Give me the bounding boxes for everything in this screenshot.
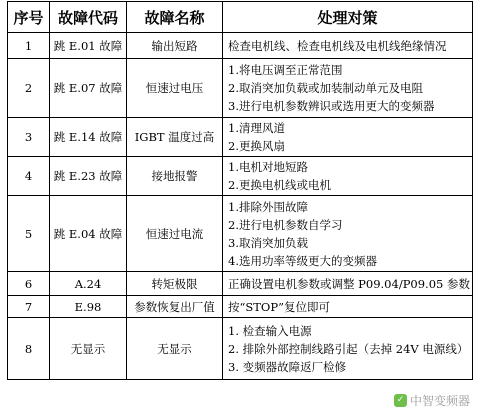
solution-line: 2.更换电机线或电机: [228, 178, 331, 192]
solution-cell: [223, 118, 473, 157]
header-no: 序号: [8, 2, 50, 33]
fault-code-cell: E.98: [50, 296, 127, 318]
row-number-cell: 1: [8, 33, 50, 59]
fault-code-cell: 跳 E.04 故障: [50, 196, 127, 272]
table-row: [8, 296, 473, 318]
fault-code-cell: 跳 E.14 故障: [50, 118, 127, 157]
table-row: [8, 59, 473, 118]
fault-table: [7, 1, 473, 380]
solution-cell: [223, 196, 473, 272]
fault-name-cell: 恒速过电流: [127, 196, 223, 272]
row-number-cell: 3: [8, 118, 50, 157]
table-body: [8, 33, 473, 380]
table-row: [8, 118, 473, 157]
solution-cell: [223, 296, 473, 318]
solution-line: 2.更换风扇: [228, 139, 285, 153]
header-code: 故障代码: [50, 2, 127, 33]
fault-code-cell: 跳 E.01 故障: [50, 33, 127, 59]
fault-name-cell: 转矩极限: [127, 272, 223, 296]
fault-name-cell: 参数恢复出厂值: [127, 296, 223, 318]
solution-cell: [223, 318, 473, 380]
solution-cell: [223, 59, 473, 118]
table-row: [8, 272, 473, 296]
table-row: [8, 157, 473, 196]
fault-name-cell: 输出短路: [127, 33, 223, 59]
solution-line: 2.取消突加负载或加装制动单元及电阻: [228, 81, 423, 95]
solution-cell: [223, 33, 473, 59]
solution-line: 2.进行电机参数自学习: [228, 217, 343, 232]
solution-line: 1.将电压调至正常范围: [228, 63, 343, 77]
fault-name-cell: IGBT 温度过高: [127, 118, 223, 157]
row-number-cell: 4: [8, 157, 50, 196]
fault-name-cell: 恒速过电压: [127, 59, 223, 118]
solution-line: 正确设置电机参数或调整 P09.04/P09.05 参数: [228, 276, 471, 291]
solution-line: 4.选用功率等级更大的变频器: [228, 253, 377, 268]
watermark-text: 中智变频器: [409, 394, 470, 408]
solution-cell: [223, 272, 473, 296]
solution-line: 3.进行电机参数辨识或选用更大的变频器: [228, 99, 435, 113]
table-row: [8, 196, 473, 272]
solution-line: 按“STOP”复位即可: [228, 299, 330, 314]
solution-line: 3.取消突加负载: [228, 235, 308, 250]
header-row: [8, 2, 473, 33]
row-number-cell: 6: [8, 272, 50, 296]
row-number-cell: 7: [8, 296, 50, 318]
table-row: [8, 33, 473, 59]
solution-line: 2. 排除外部控制线路引起（去掉 24V 电源线）: [228, 341, 469, 356]
solution-line: 1.电机对地短路: [228, 160, 308, 174]
wechat-logo-icon: ✓: [394, 394, 407, 407]
fault-code-cell: 跳 E.23 故障: [50, 157, 127, 196]
watermark: [391, 391, 473, 410]
fault-code-cell: 跳 E.07 故障: [50, 59, 127, 118]
table-row: [8, 318, 473, 380]
header-name: 故障名称: [127, 2, 223, 33]
solution-line: 1. 检查输入电源: [228, 323, 312, 338]
fault-name-cell: 无显示: [127, 318, 223, 380]
row-number-cell: 2: [8, 59, 50, 118]
row-number-cell: 8: [8, 318, 50, 380]
fault-code-cell: A.24: [50, 272, 127, 296]
solution-cell: [223, 157, 473, 196]
header-solution: 处理对策: [223, 2, 473, 33]
row-number-cell: 5: [8, 196, 50, 272]
solution-line: 3. 变频器故障返厂检修: [228, 359, 347, 374]
solution-line: 1.清理风道: [228, 121, 285, 135]
fault-code-cell: 无显示: [50, 318, 127, 380]
fault-name-cell: 接地报警: [127, 157, 223, 196]
solution-line: 检查电机线、检查电机线及电机线绝缘情况: [228, 38, 447, 53]
fault-table-container: [7, 1, 473, 380]
solution-line: 1.排除外围故障: [228, 199, 308, 214]
